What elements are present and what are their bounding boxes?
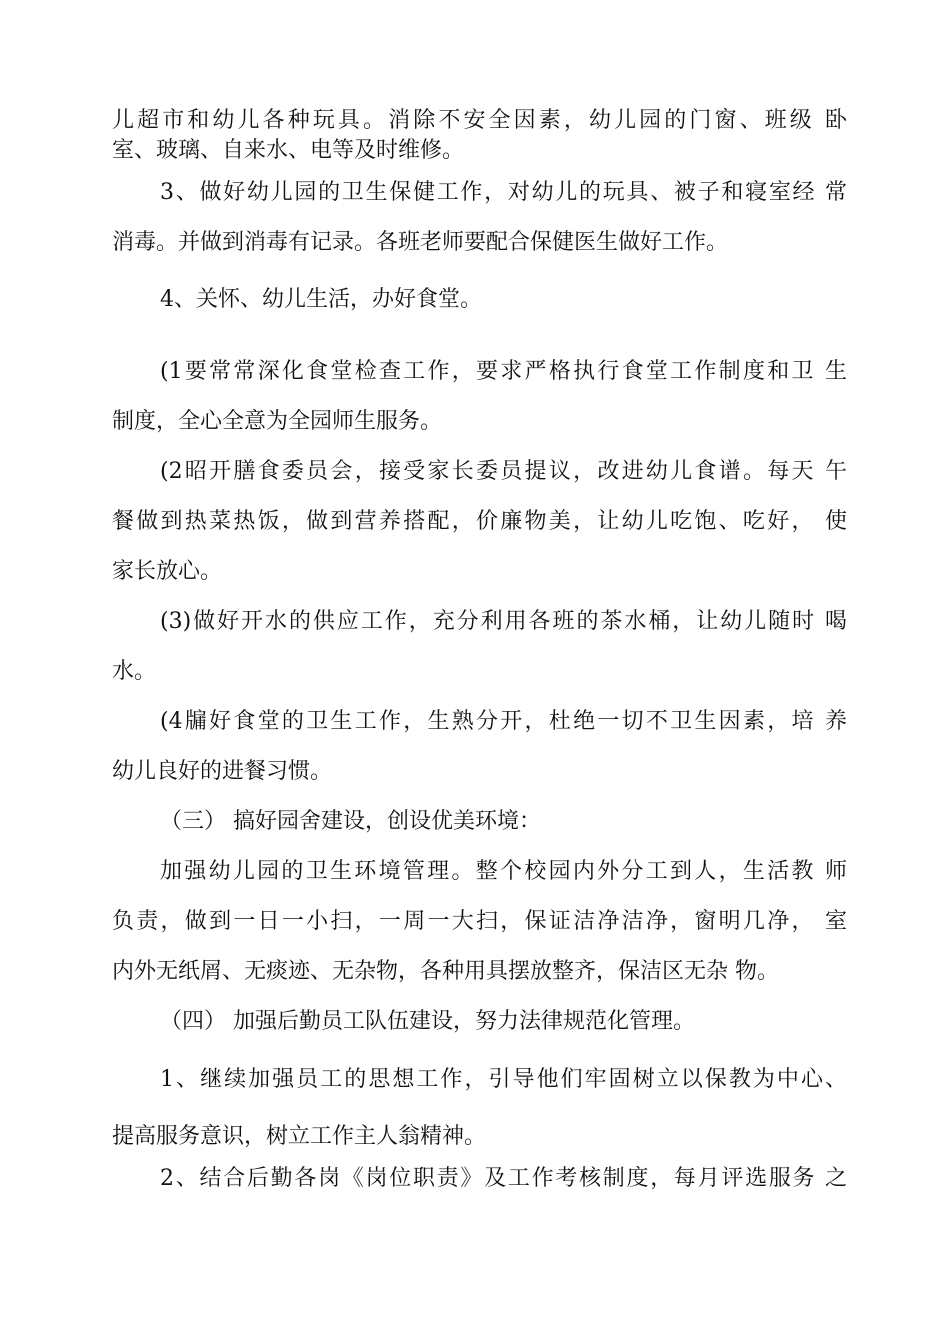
text-line: 4、关怀、幼儿生活，办好食堂。 <box>160 287 482 312</box>
text-line: 1、继续加强员工的思想工作，引导他们牢固树立以保教为中心、 <box>160 1067 847 1092</box>
text-line: 2、结合后勤各岗《岗位职责》及工作考核制度，每月评选服务 之 <box>160 1166 847 1191</box>
text-line: 室、玻璃、自来水、电等及时维修。 <box>112 138 465 163</box>
text-line: 内外无纸屑、无痰迹、无杂物，各种用具摆放整齐，保洁区无杂 物。 <box>112 959 779 984</box>
text-line: 水。 <box>112 659 157 684</box>
text-line: 消毒。并做到消毒有记录。各班老师要配合保健医生做好工作。 <box>112 230 729 255</box>
text-line: 3、做好幼儿园的卫生保健工作，对幼儿的玩具、被子和寝室经 常 <box>160 180 847 205</box>
text-line: 提高服务意识，树立工作主人翁精神。 <box>112 1124 487 1149</box>
text-line: 制度，全心全意为全园师生服务。 <box>112 409 443 434</box>
text-line: (1要常常深化食堂检查工作，要求严格执行食堂工作制度和卫 生 <box>160 359 847 384</box>
text-line: 幼儿良好的进餐习惯。 <box>112 759 333 784</box>
text-line: (3)做好开水的供应工作，充分利用各班的茶水桶，让幼儿随时 喝 <box>160 609 847 634</box>
text-line: (4牖好食堂的卫生工作，生熟分开，杜绝一切不卫生因素，培 养 <box>160 709 847 734</box>
text-line: (2昭开膳食委员会，接受家长委员提议，改进幼儿食谱。每天 午 <box>160 459 847 484</box>
text-line: 加强幼儿园的卫生环境管理。整个校园内外分工到人，生活教 师 <box>160 859 847 884</box>
text-line: 餐做到热菜热饭，做到营养搭配，价廉物美，让幼儿吃饱、吃好， 使 <box>112 509 847 534</box>
text-line: 负责，做到一日一小扫，一周一大扫，保证洁净洁净，窗明几净， 室 <box>112 909 847 934</box>
section-heading: （四） 加强后勤员工队伍建设，努力法律规范化管理。 <box>160 1009 695 1034</box>
text-line: 儿超市和幼儿各种玩具。消除不安全因素，幼儿园的门窗、班级 卧 <box>112 108 847 133</box>
section-heading: （三） 搞好园舍建设，创设优美环境： <box>160 809 541 834</box>
text-line: 家长放心。 <box>112 559 223 584</box>
